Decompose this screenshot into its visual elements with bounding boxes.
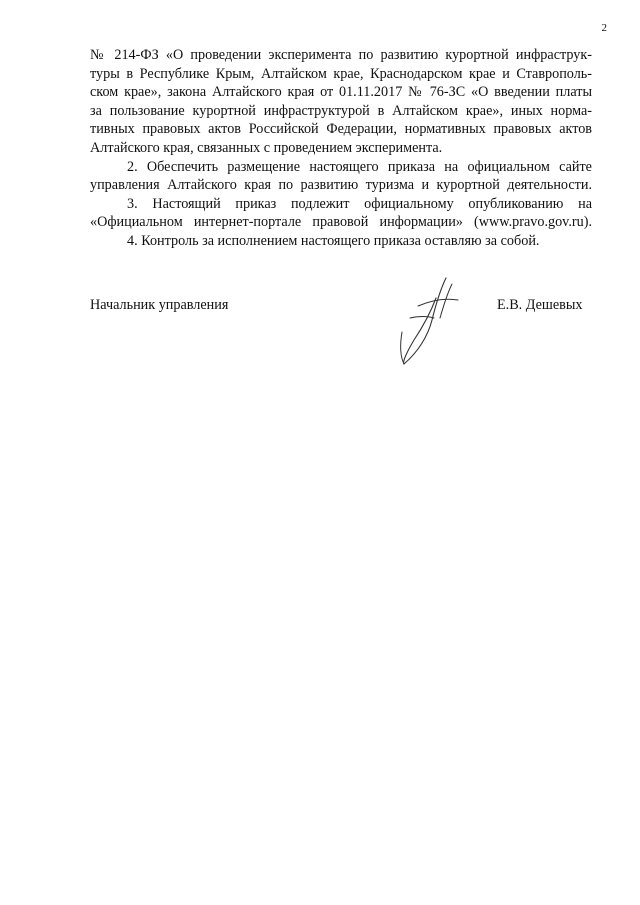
text-line: «Официальном интернет-портале правовой информации» (www.pravo.gov.ru).	[90, 214, 592, 231]
text-line: 2. Обеспечить размещение настоящего приказа на официальном сайте	[127, 158, 592, 175]
text-line: тивных правовых актов Российской Федерации, нормативных правовых актов	[90, 121, 592, 138]
handwritten-signature-icon	[388, 270, 468, 375]
text-line: Алтайского края, связанных с проведением эксперимента.	[90, 139, 443, 156]
page-number: 2	[601, 22, 607, 34]
document-body	[90, 46, 592, 251]
text-line: за пользование курортной инфраструктурой в Алтайском крае», иных норма-	[90, 102, 592, 119]
text-line: ском крае», закона Алтайского края от 01.11.2017 № 76-ЗС «О введении платы	[90, 84, 592, 101]
signer-name: Е.В. Дешевых	[497, 297, 583, 313]
text-line: 3. Настоящий приказ подлежит официальному опубликованию на	[127, 195, 592, 212]
text-line: 4. Контроль за исполнением настоящего приказа оставляю за собой.	[127, 232, 540, 249]
text-line: туры в Республике Крым, Алтайском крае, Краснодарском крае и Ставрополь-	[90, 65, 592, 82]
text-line: № 214-ФЗ «О проведении эксперимента по развитию курортной инфраструк-	[90, 47, 592, 63]
text-line: управления Алтайского края по развитию туризма и курортной деятельности.	[90, 177, 592, 194]
signer-position: Начальник управления	[90, 297, 229, 313]
